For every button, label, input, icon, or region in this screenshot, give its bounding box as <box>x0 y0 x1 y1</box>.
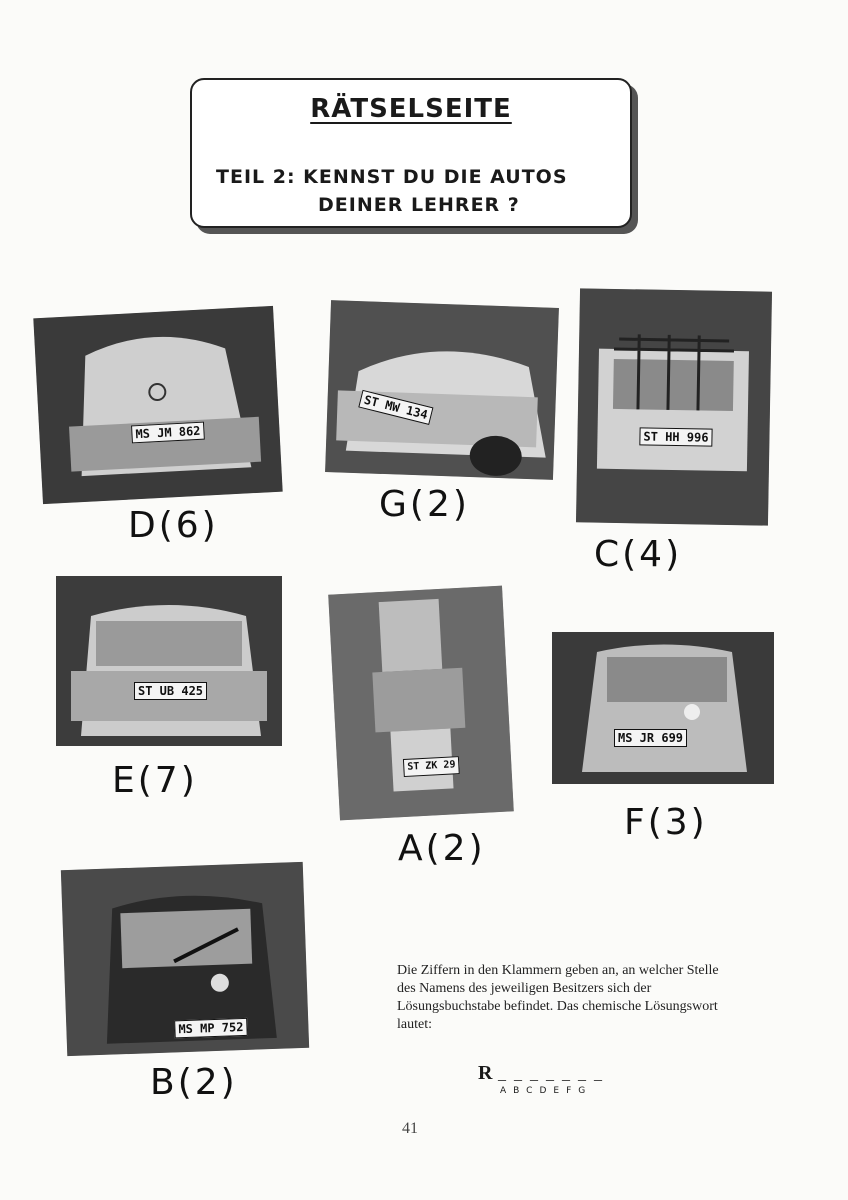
photo-caption: G(2) <box>379 484 470 525</box>
photo-caption: E(7) <box>112 760 198 801</box>
car-photo-c <box>576 288 772 525</box>
photo-caption: F(3) <box>624 802 708 843</box>
car-rear-image <box>56 576 282 746</box>
solution-letter-labels: ABCDEFG <box>500 1086 593 1096</box>
car-photo-b <box>61 862 309 1056</box>
scooter-image <box>328 586 514 821</box>
instructions-text: Die Ziffern in den Klammern geben an, an welcher Stelle des Namens des jeweiligen Besitzers sich der Lösungsbuchstabe befindet. Das chemische Lösungswort lautet: <box>397 963 719 1032</box>
photo-caption: B(2) <box>150 1062 238 1103</box>
solution-first-letter: R <box>478 1062 493 1084</box>
license-plate: MS JM 862 <box>131 422 205 444</box>
car-photo-g <box>325 300 559 480</box>
photo-caption: D(6) <box>128 505 219 546</box>
license-plate: ST ZK 29 <box>403 756 460 777</box>
page-number: 41 <box>402 1120 418 1137</box>
subtitle-line-2: DEINER LEHRER ? <box>318 194 520 216</box>
car-rear-image <box>33 306 282 504</box>
scooter-photo-a <box>328 586 514 821</box>
car-rear-image <box>576 288 772 525</box>
license-plate: ST UB 425 <box>134 682 207 700</box>
license-plate: MS MP 752 <box>174 1018 248 1039</box>
page-title: RÄTSELSEITE <box>310 94 512 124</box>
solution-blanks: _ _ _ _ _ _ _ <box>498 1066 604 1083</box>
car-photo-f <box>552 632 774 784</box>
license-plate: ST HH 996 <box>639 427 712 446</box>
title-box <box>190 78 632 228</box>
car-photo-e <box>56 576 282 746</box>
subtitle-line-1: TEIL 2: KENNST DU DIE AUTOS <box>216 166 568 188</box>
car-photo-d <box>33 306 282 504</box>
car-rear-image <box>552 632 774 784</box>
license-plate: MS JR 699 <box>614 729 687 747</box>
license-plate: ST MW 134 <box>358 390 433 425</box>
photo-caption: C(4) <box>594 534 683 575</box>
photo-caption: A(2) <box>398 828 486 869</box>
car-rear-image <box>325 300 559 480</box>
solution-word <box>478 1062 638 1102</box>
